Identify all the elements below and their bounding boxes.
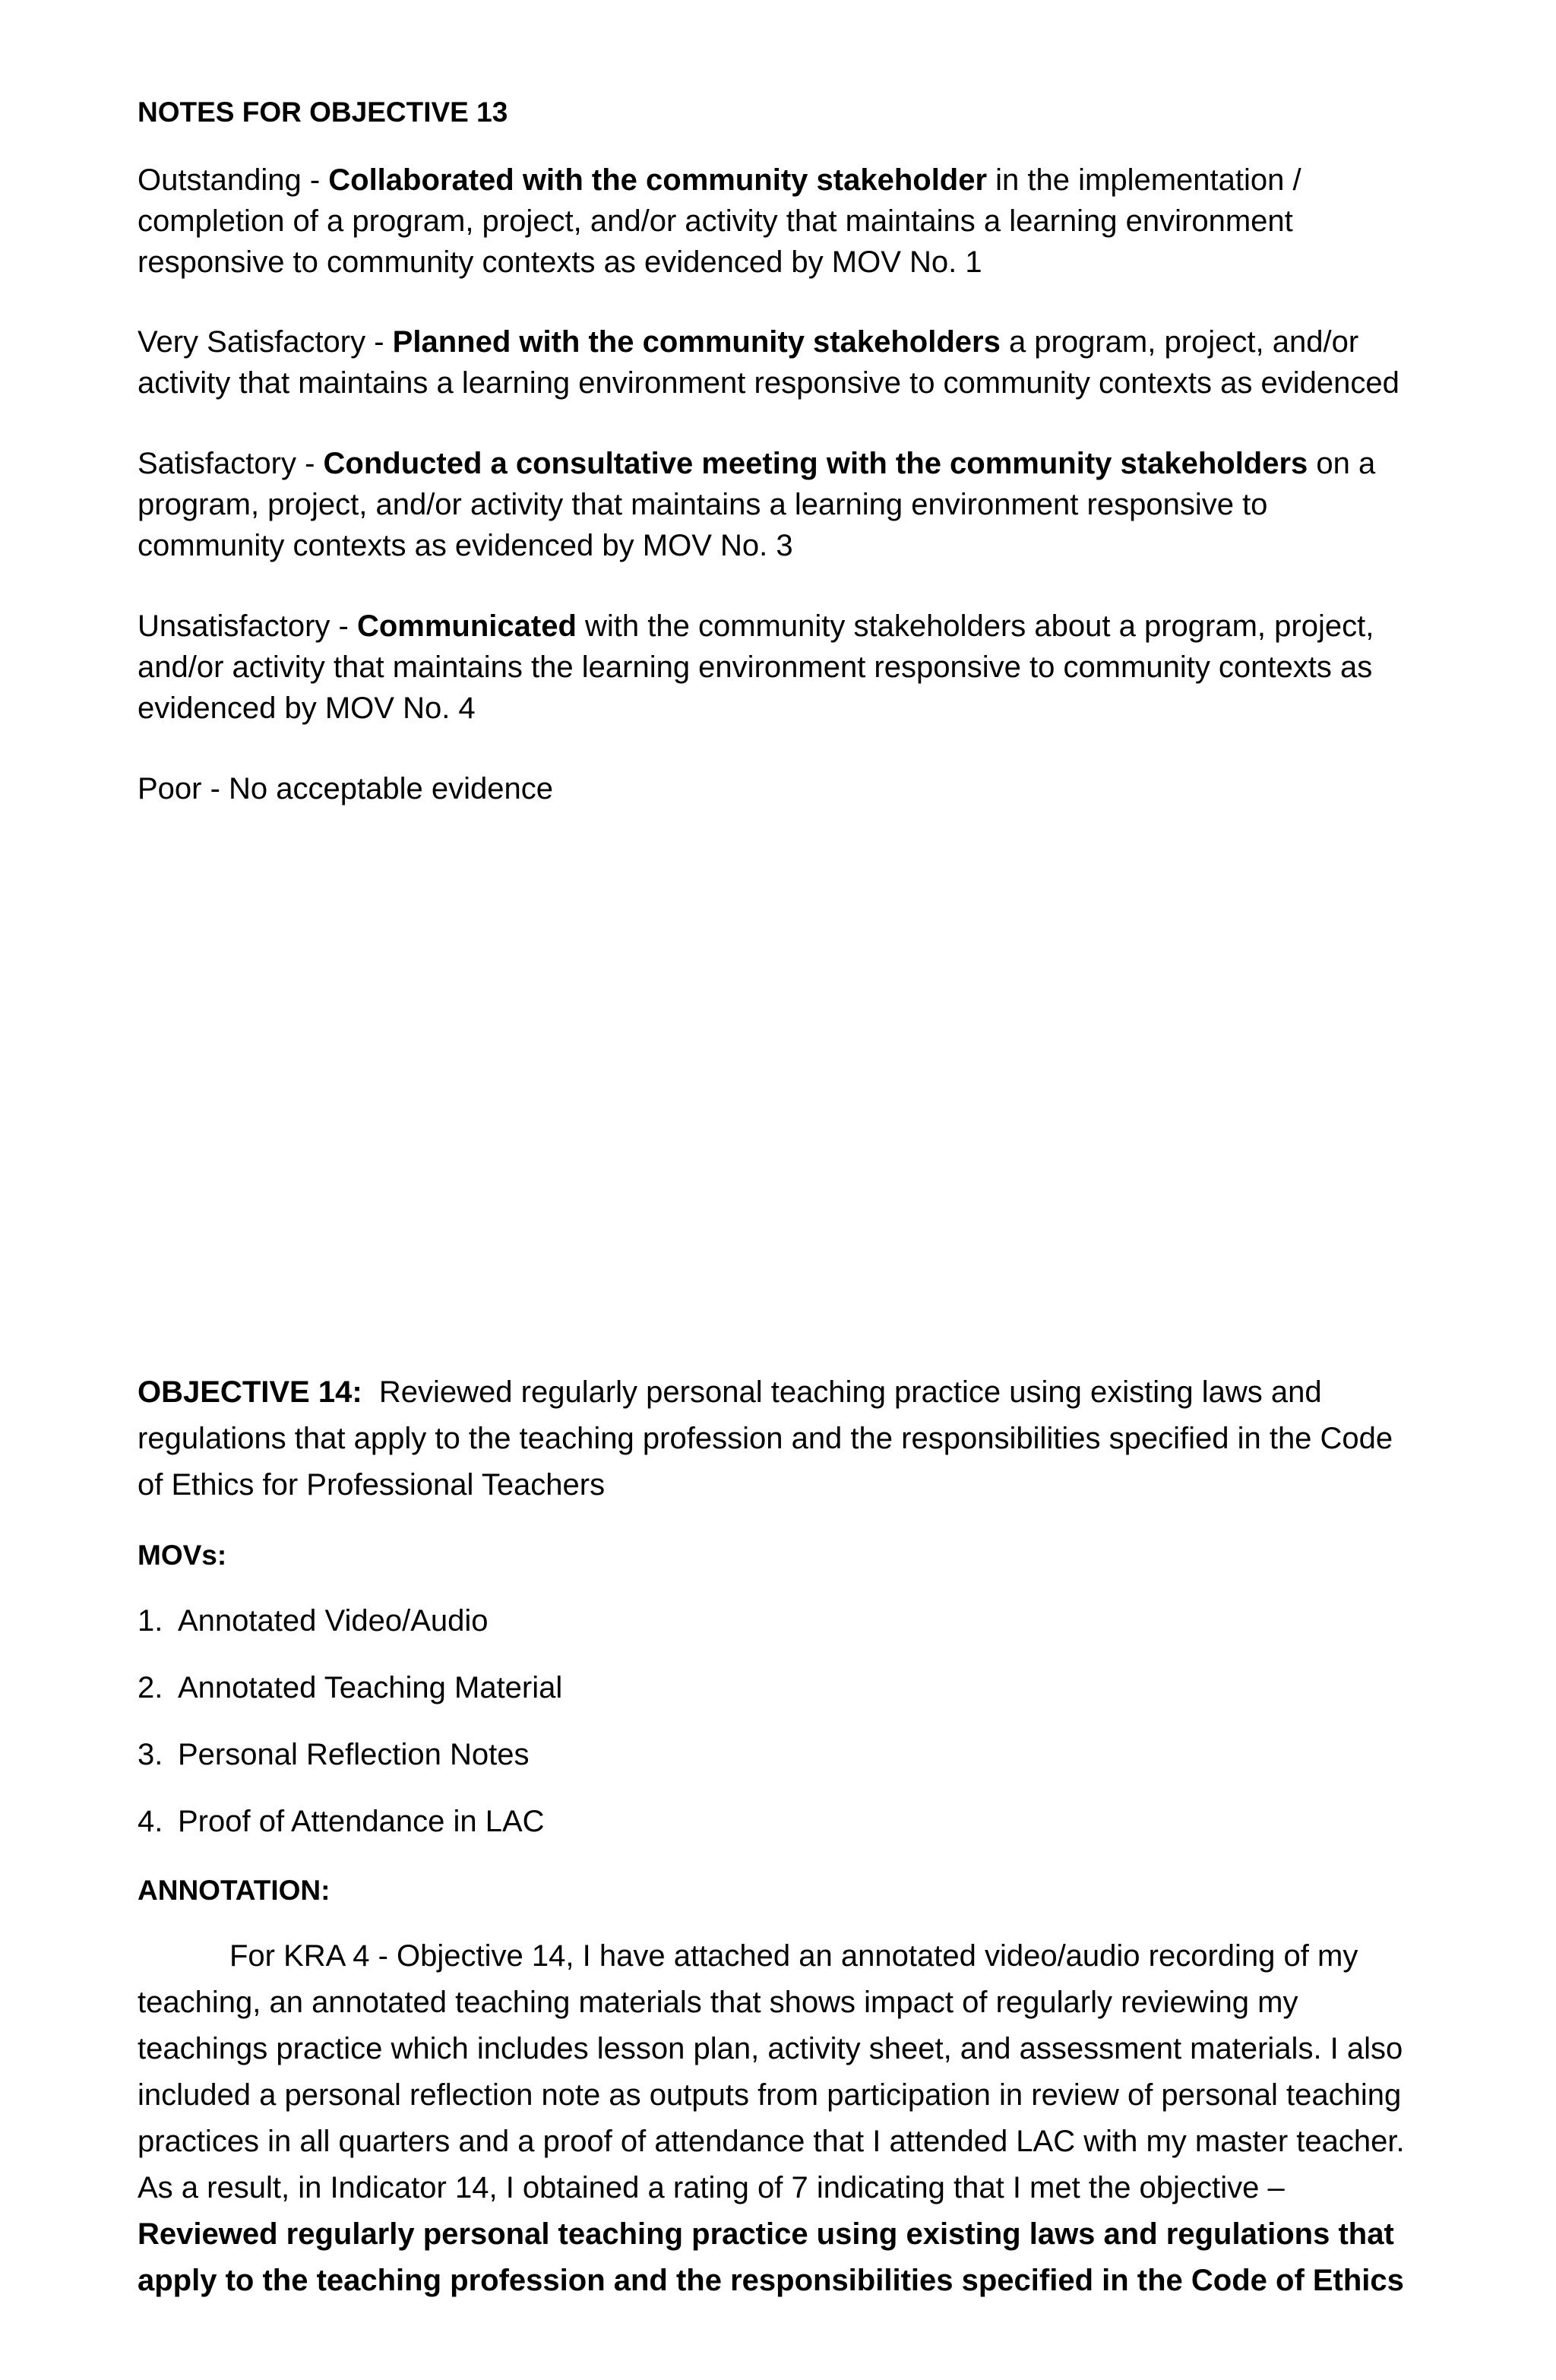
notes-title: NOTES FOR OBJECTIVE 13: [138, 97, 508, 128]
note-outstanding: [138, 160, 1422, 283]
note-satisfactory-label: Satisfactory -: [138, 447, 324, 480]
note-unsatisfactory-label: Unsatisfactory -: [138, 609, 357, 643]
mov-text: Annotated Teaching Material: [178, 1671, 563, 1704]
objective-14-label: OBJECTIVE 14:: [138, 1375, 362, 1409]
mov-item: [138, 1800, 545, 1843]
mov-item: [138, 1733, 529, 1776]
note-satisfactory-bold: Conducted a consultative meeting with the community stakeholders: [323, 447, 1308, 480]
mov-item: [138, 1600, 489, 1642]
objective-14-text: Reviewed regularly personal teaching practice using existing laws and regulations that apply to the teaching profession and the responsibilities specified in the Code of Ethics for Professional Teachers: [138, 1375, 1402, 1502]
note-poor: Poor - No acceptable evidence: [138, 772, 553, 805]
mov-number: 2.: [138, 1671, 163, 1704]
note-very-satisfactory: [138, 321, 1422, 404]
mov-number: 3.: [138, 1738, 163, 1771]
note-unsatisfactory-bold: Communicated: [356, 609, 577, 643]
annotation-body: [138, 1933, 1422, 2304]
note-outstanding-bold: Collaborated with the community stakeholder: [328, 163, 988, 197]
mov-text: Annotated Video/Audio: [178, 1604, 489, 1638]
objective-14: [138, 1369, 1422, 1508]
note-outstanding-rest: in the implementation / completion of a program, project, and/or activity that maintains a learning environment responsive to community contexts as evidenced by MOV No. 1: [138, 163, 1301, 279]
note-outstanding-label: Outstanding -: [138, 163, 329, 197]
mov-number: 1.: [138, 1604, 163, 1638]
note-satisfactory: [138, 443, 1422, 566]
note-satisfactory-rest: on a program, project, and/or activity that maintains a learning environment responsive to community contexts as evidenced by MOV No. 3: [138, 447, 1376, 562]
mov-number: 4.: [138, 1805, 163, 1838]
note-very-satisfactory-bold: Planned with the community stakeholders: [392, 325, 1001, 359]
annotation-text: For KRA 4 - Objective 14, I have attached an annotated video/audio recording of my teaching, an annotated teaching materials that shows impact of regularly reviewing my teachings practice which includes lesson plan, activity sheet, and assessment materials. I also included a personal reflection note as outputs from participation in review of personal teaching practices in all quarters and a proof of attendance that I attended LAC with my master teacher. As a result, in Indicator 14, I obtained a rating of 7 indicating that I met the objective –: [138, 1939, 1405, 2204]
mov-text: Proof of Attendance in LAC: [178, 1805, 545, 1838]
note-unsatisfactory: [138, 606, 1422, 729]
annotation-bold: Reviewed regularly personal teaching practice using existing laws and regulations that apply to the teaching profession and the responsibilities specified in the Code of Ethics: [138, 2217, 1404, 2297]
mov-text: Personal Reflection Notes: [178, 1738, 530, 1771]
note-very-satisfactory-rest: a program, project, and/or activity that maintains a learning environment responsive to community contexts as evidenced: [138, 325, 1399, 400]
annotation-title: ANNOTATION:: [138, 1875, 330, 1906]
movs-title: MOVs:: [138, 1540, 227, 1571]
mov-item: [138, 1666, 562, 1709]
note-unsatisfactory-rest: with the community stakeholders about a program, project, and/or activity that maintains the learning environment responsive to community contexts as evidenced by MOV No. 4: [138, 609, 1374, 725]
note-very-satisfactory-label: Very Satisfactory -: [138, 325, 393, 359]
